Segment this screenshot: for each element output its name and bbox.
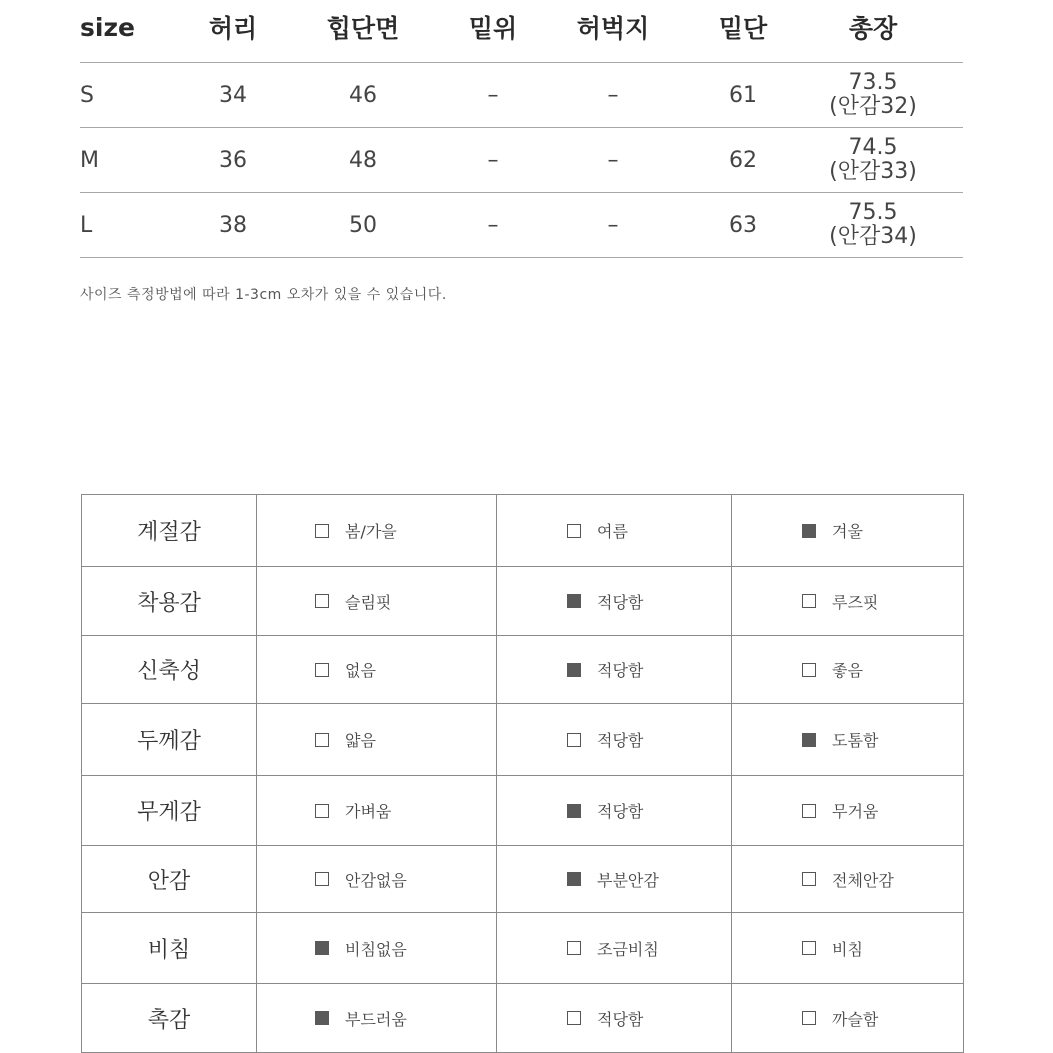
feature-option	[497, 590, 731, 613]
checked-checkbox-icon	[567, 594, 581, 608]
unchecked-checkbox-icon	[802, 872, 816, 886]
feature-option-label: 겨울	[832, 522, 863, 541]
feature-option	[257, 1007, 496, 1030]
checked-checkbox-icon	[802, 524, 816, 538]
feature-option-label: 적당함	[597, 661, 644, 680]
unchecked-checkbox-icon	[567, 941, 581, 955]
feature-option-label: 적당함	[597, 731, 644, 750]
length-cell	[813, 128, 933, 192]
unchecked-checkbox-icon	[802, 1011, 816, 1025]
feature-option-label: 부드러움	[345, 1009, 407, 1029]
length-cell	[813, 193, 933, 257]
feature-option	[497, 799, 731, 822]
unchecked-checkbox-icon	[315, 804, 329, 818]
feature-option-cell	[732, 567, 964, 636]
feature-option-label: 봄/가을	[345, 522, 397, 541]
hem-value: 63	[729, 212, 757, 238]
feature-option	[257, 937, 496, 960]
feature-option-cell	[497, 495, 732, 567]
feature-option-label: 적당함	[597, 592, 644, 612]
feature-option-cell	[732, 846, 964, 913]
length-lining-note: (안감34)	[829, 224, 917, 249]
rise-value: –	[487, 82, 499, 108]
feature-option	[732, 937, 963, 960]
feature-option	[257, 728, 496, 751]
feature-label: 신축성	[82, 636, 257, 704]
feature-option-cell	[732, 636, 964, 704]
feature-option-cell	[497, 704, 732, 776]
feature-row	[82, 636, 964, 704]
length-value: 73.5	[848, 70, 898, 95]
feature-option-cell	[257, 846, 497, 913]
feature-row	[82, 846, 964, 913]
unchecked-checkbox-icon	[802, 663, 816, 677]
feature-option-label: 무거움	[832, 802, 879, 821]
unchecked-checkbox-icon	[802, 594, 816, 608]
feature-option	[732, 868, 963, 891]
thigh-value: –	[607, 147, 619, 173]
thigh-value: –	[607, 82, 619, 108]
header-hem: 밑단	[718, 14, 768, 43]
feature-option-label: 얇음	[345, 731, 376, 750]
feature-option-label: 여름	[597, 522, 628, 541]
feature-option-label: 가벼움	[345, 802, 392, 821]
unchecked-checkbox-icon	[567, 733, 581, 747]
feature-label: 계절감	[82, 495, 257, 567]
feature-option	[257, 868, 496, 891]
feature-option-label: 도톰함	[832, 731, 879, 750]
feature-option	[732, 590, 963, 613]
size-table	[80, 0, 963, 258]
feature-option	[497, 937, 731, 960]
feature-option-cell	[732, 984, 964, 1053]
feature-option	[497, 519, 731, 542]
feature-option	[732, 519, 963, 542]
size-label: M	[80, 147, 99, 173]
feature-option-label: 전체안감	[832, 870, 894, 890]
feature-label: 안감	[82, 846, 257, 913]
feature-option-cell	[732, 913, 964, 984]
size-table-header	[80, 0, 963, 63]
unchecked-checkbox-icon	[802, 941, 816, 955]
feature-option-label: 루즈핏	[832, 592, 879, 612]
feature-option-cell	[732, 495, 964, 567]
feature-row	[82, 776, 964, 846]
feature-option	[497, 658, 731, 681]
feature-option	[257, 799, 496, 822]
feature-option	[497, 728, 731, 751]
feature-option-label: 적당함	[597, 802, 644, 821]
hip-value: 50	[349, 212, 377, 238]
length-lining-note: (안감32)	[829, 94, 917, 119]
unchecked-checkbox-icon	[802, 804, 816, 818]
feature-option-cell	[257, 776, 497, 846]
checked-checkbox-icon	[315, 941, 329, 955]
unchecked-checkbox-icon	[315, 872, 329, 886]
feature-option-cell	[257, 636, 497, 704]
thigh-value: –	[607, 212, 619, 238]
feature-option	[497, 1007, 731, 1030]
feature-option-cell	[497, 636, 732, 704]
waist-value: 34	[219, 82, 247, 108]
rise-value: –	[487, 147, 499, 173]
unchecked-checkbox-icon	[567, 524, 581, 538]
feature-option-label: 적당함	[597, 1009, 644, 1029]
feature-option-label: 없음	[345, 661, 376, 680]
feature-option-cell	[497, 567, 732, 636]
feature-option-cell	[497, 846, 732, 913]
feature-option-label: 비침없음	[345, 939, 407, 959]
feature-option	[257, 590, 496, 613]
feature-option-label: 좋음	[832, 661, 863, 680]
hem-value: 62	[729, 147, 757, 173]
waist-value: 38	[219, 212, 247, 238]
length-lining-note: (안감33)	[829, 159, 917, 184]
size-row-m	[80, 128, 963, 193]
feature-option-cell	[497, 913, 732, 984]
unchecked-checkbox-icon	[315, 663, 329, 677]
feature-option-label: 까슬함	[832, 1009, 879, 1029]
hem-value: 61	[729, 82, 757, 108]
size-row-s	[80, 63, 963, 128]
length-value: 74.5	[848, 135, 898, 160]
feature-option-cell	[257, 495, 497, 567]
size-label: L	[80, 212, 93, 238]
feature-label: 두께감	[82, 704, 257, 776]
checked-checkbox-icon	[567, 872, 581, 886]
header-hip: 힙단면	[326, 14, 400, 43]
size-label: S	[80, 82, 94, 108]
feature-option-cell	[497, 984, 732, 1053]
feature-option	[257, 519, 496, 542]
header-waist: 허리	[208, 14, 258, 43]
checked-checkbox-icon	[567, 663, 581, 677]
feature-label: 무게감	[82, 776, 257, 846]
feature-option-cell	[497, 776, 732, 846]
header-thigh: 허벅지	[576, 14, 650, 43]
feature-option	[732, 728, 963, 751]
fabric-feature-table	[81, 494, 964, 1053]
feature-option-label: 조금비침	[597, 939, 659, 959]
feature-label: 착용감	[82, 567, 257, 636]
header-rise: 밑위	[468, 14, 518, 43]
feature-row	[82, 913, 964, 984]
feature-option-label: 슬림핏	[345, 592, 392, 612]
feature-option-label: 비침	[832, 939, 863, 959]
feature-option-label: 부분안감	[597, 870, 659, 890]
feature-option-cell	[257, 984, 497, 1053]
feature-label: 촉감	[82, 984, 257, 1053]
checked-checkbox-icon	[802, 733, 816, 747]
feature-option-cell	[257, 567, 497, 636]
feature-option	[732, 1007, 963, 1030]
feature-row	[82, 704, 964, 776]
unchecked-checkbox-icon	[315, 524, 329, 538]
feature-option-cell	[732, 704, 964, 776]
feature-option	[732, 799, 963, 822]
header-length: 총장	[848, 14, 898, 43]
unchecked-checkbox-icon	[315, 594, 329, 608]
header-size: size	[80, 12, 135, 42]
size-row-l	[80, 193, 963, 258]
feature-option	[497, 868, 731, 891]
feature-option-cell	[257, 913, 497, 984]
length-value: 75.5	[848, 200, 898, 225]
feature-option	[257, 658, 496, 681]
waist-value: 36	[219, 147, 247, 173]
feature-row	[82, 495, 964, 567]
length-cell	[813, 63, 933, 127]
feature-row	[82, 984, 964, 1053]
rise-value: –	[487, 212, 499, 238]
feature-label: 비침	[82, 913, 257, 984]
feature-option-cell	[257, 704, 497, 776]
feature-option	[732, 658, 963, 681]
checked-checkbox-icon	[567, 804, 581, 818]
hip-value: 48	[349, 147, 377, 173]
unchecked-checkbox-icon	[567, 1011, 581, 1025]
feature-option-label: 안감없음	[345, 870, 407, 890]
checked-checkbox-icon	[315, 1011, 329, 1025]
size-measurement-note: 사이즈 측정방법에 따라 1-3cm 오차가 있을 수 있습니다.	[80, 287, 447, 303]
hip-value: 46	[349, 82, 377, 108]
unchecked-checkbox-icon	[315, 733, 329, 747]
feature-option-cell	[732, 776, 964, 846]
feature-row	[82, 567, 964, 636]
